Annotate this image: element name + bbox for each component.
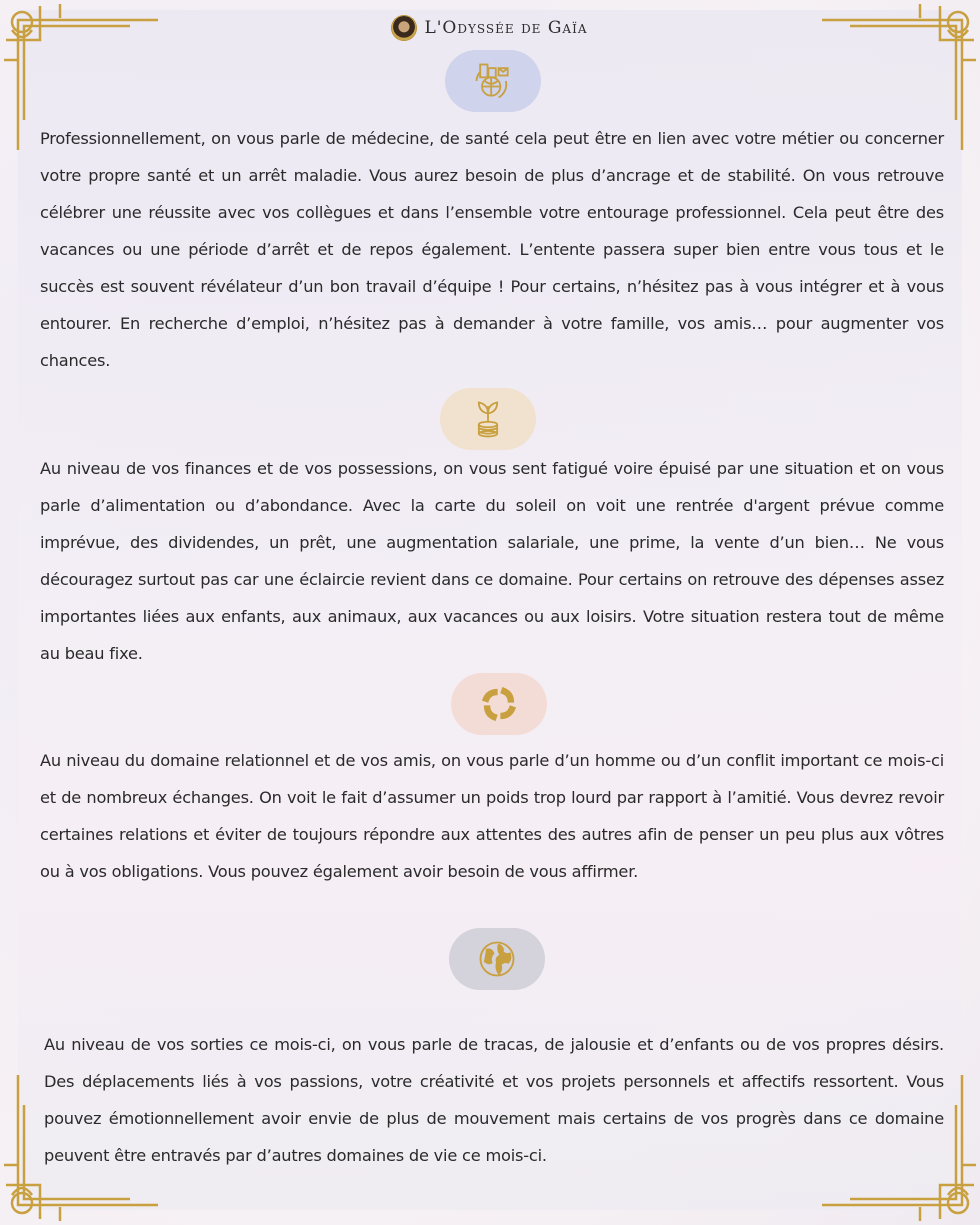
brand-logo <box>392 16 416 40</box>
joined-hands-icon <box>477 682 521 726</box>
earth-globe-icon <box>475 937 519 981</box>
work-icon-badge <box>445 50 541 112</box>
section-relations-text: Au niveau du domaine relationnel et de vos amis, on vous parle d’un homme ou d’un conflit important ce mois-ci et de nombreux échanges. On voit le fait d’assumer un poids trop lourd par rapport à l’amitié. Vous devrez revoir certaines relations et éviter de toujours répondre aux attentes des autres afin de penser un peu plus aux vôtres ou à vos obligations. Vous pouvez également avoir besoin de vous affirmer. <box>40 751 944 881</box>
hands-icon-badge <box>451 673 547 735</box>
money-icon-badge <box>440 388 536 450</box>
brand-name: L'Odyssée de Gaïa <box>424 18 588 38</box>
money-plant-icon <box>466 397 510 441</box>
work-globe-icon <box>471 59 515 103</box>
section-work-text: Professionnellement, on vous parle de médecine, de santé cela peut être en lien avec votre métier ou concerner votre propre santé et un arrêt maladie. Vous aurez besoin de plus d’ancrage et de stabilité. On vous retrouve célébrer une réussite avec vos collègues et dans l’ensemble votre entourage professionnel. Cela peut être des vacances ou une période d’arrêt et de repos également. L’entente passera super bien entre vous tous et le succès est souvent révélateur d’un bon travail d’équipe ! Pour certains, n’hésitez pas à vous intégrer et à vous entourer. En recherche d’emploi, n’hésitez pas à demander à votre famille, vos amis… pour augmenter vos chances. <box>40 129 944 370</box>
section-outings-text: Au niveau de vos sorties ce mois-ci, on vous parle de tracas, de jalousie et d’enfants ou de vos propres désirs. Des déplacements liés à vos passions, votre créativité et vos projets personnels et affectifs ressortent. Vous pouvez émotionnellement avoir envie de plus de mouvement mais certains de vos progrès dans ce domaine peuvent être entravés par d’autres domaines de vie ce mois-ci. <box>44 1035 944 1165</box>
earth-icon-badge <box>449 928 545 990</box>
section-finances-text: Au niveau de vos finances et de vos possessions, on vous sent fatigué voire épuisé par une situation et on vous parle d’alimentation ou d’abondance. Avec la carte du soleil on voit une rentrée d'argent prévue comme imprévue, des dividendes, un prêt, une augmentation salariale, une prime, la vente d’un bien… Ne vous découragez surtout pas car une éclaircie revient dans ce domaine. Pour certains on retrouve des dépenses assez importantes liées aux enfants, aux animaux, aux vacances ou aux loisirs. Votre situation restera tout de même au beau fixe. <box>40 459 944 663</box>
brand-header <box>0 16 980 40</box>
